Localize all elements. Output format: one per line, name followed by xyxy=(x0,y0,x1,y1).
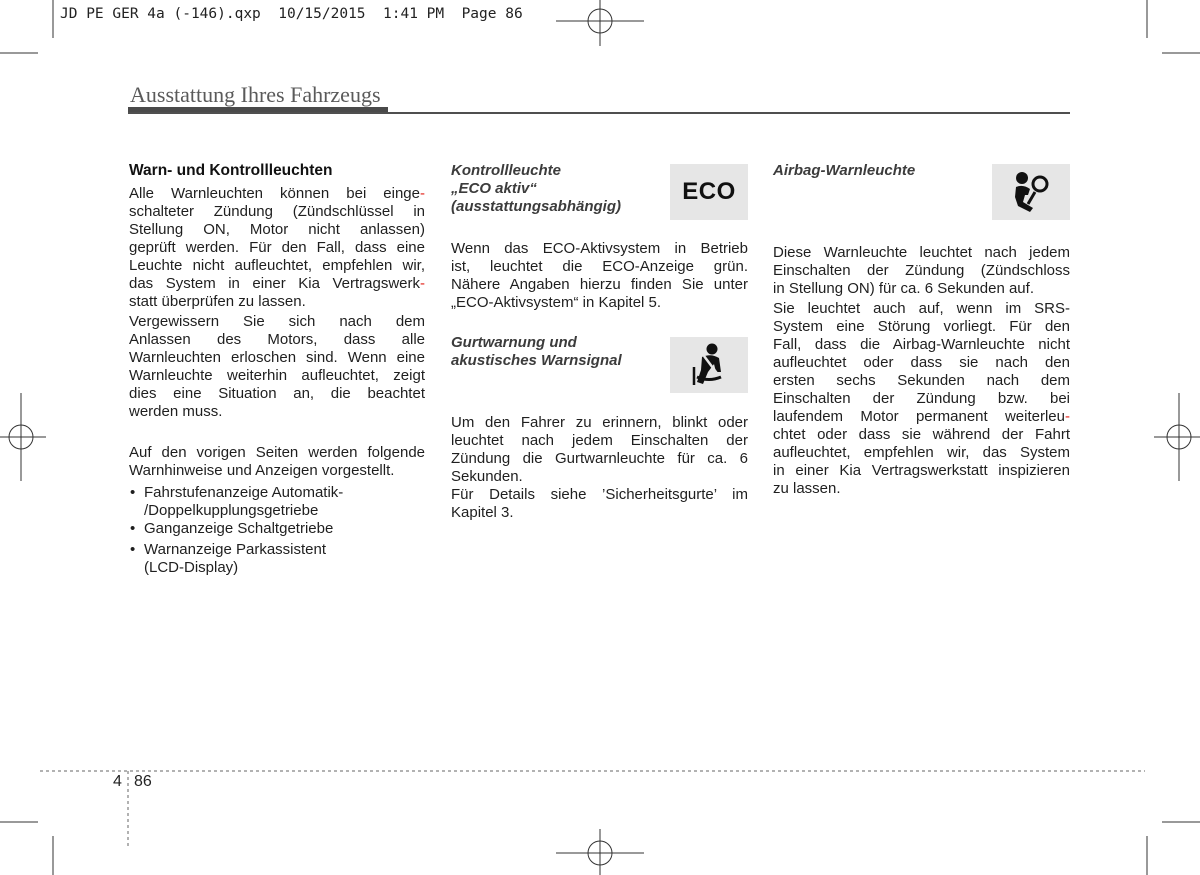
crop-mark-top-left xyxy=(0,0,53,53)
eco-icon-label: ECO xyxy=(682,178,736,205)
text-line: Nähere Angaben hierzu finden Sie unter xyxy=(451,276,748,293)
text-line: Zündung die Gurtwarnleuchte für ca. 6 xyxy=(451,450,748,467)
paragraph-airbag-1 xyxy=(773,244,1070,298)
text-line: Leuchte nicht aufleuchtet, empfehlen wir, xyxy=(129,257,425,274)
bullet-icon: • xyxy=(130,484,136,501)
text-line: Anlassen des Motors, dass alle xyxy=(129,331,425,348)
text-line: Sekunden. xyxy=(451,468,523,485)
text-line: Warnanzeige Parkassistent xyxy=(144,541,327,558)
heading-line: (ausstattungsabhängig) xyxy=(451,198,622,215)
text-line: dies eine Situation an, die beachtet xyxy=(129,385,425,402)
heading-line: Airbag-Warnleuchte xyxy=(773,162,916,179)
crop-mark-bottom-right xyxy=(1147,822,1200,875)
hyphen-mark: - xyxy=(420,275,425,292)
heading-seatbelt-warning xyxy=(451,334,661,370)
text-line: (LCD-Display) xyxy=(144,559,239,576)
text-line: Warnhinweise und Anzeigen vorgestellt. xyxy=(129,462,395,479)
seatbelt-warning-icon xyxy=(670,337,748,393)
text-line: Vergewissern Sie sich nach dem xyxy=(129,313,425,330)
registration-target-bottom xyxy=(556,829,644,875)
text-line: Für Details siehe ’Sicherheitsgurte’ im xyxy=(451,486,748,503)
text-line: Warnleuchten erloschen sind. Wenn eine xyxy=(129,349,425,366)
hyphen-mark: - xyxy=(420,185,425,202)
paragraph-airbag-2 xyxy=(773,300,1070,498)
seatbelt-icon xyxy=(670,337,748,393)
text-line: System eine Störung vorliegt. Für den xyxy=(773,318,1070,335)
page-number: 86 xyxy=(134,773,152,790)
paragraph-seatbelt-details xyxy=(451,486,748,522)
eco-indicator-icon xyxy=(670,164,748,220)
list-item xyxy=(129,541,425,577)
chapter-number: 4 xyxy=(113,773,122,790)
text-line: Fahrstufenanzeige Automatik- xyxy=(144,484,344,501)
text-line: Wenn das ECO-Aktivsystem in Betrieb xyxy=(451,240,748,257)
hyphen-mark: - xyxy=(1065,408,1070,425)
title-rule-thin xyxy=(128,112,1070,114)
heading-line: akustisches Warnsignal xyxy=(451,352,622,369)
text-line: zu lassen. xyxy=(773,480,841,497)
text-line: Einschalten der Zündung bzw. bei xyxy=(773,390,1070,407)
text-line: Stellung ON, Motor nicht anlassen) xyxy=(129,221,425,238)
paragraph-intro xyxy=(129,185,425,311)
text-line: /Doppelkupplungsgetriebe xyxy=(144,502,319,519)
heading-line: „ECO aktiv“ xyxy=(451,180,537,197)
text-line: Ganganzeige Schaltgetriebe xyxy=(144,520,334,537)
text-line: geprüft werden. Für den Fall, dass eine xyxy=(129,239,425,256)
text-line: statt überprüfen zu lassen. xyxy=(129,293,306,310)
heading-eco-indicator xyxy=(451,162,661,216)
heading-airbag-warning xyxy=(773,162,983,180)
text-line: Warnleuchte weiterhin aufleuchtet, zeigt xyxy=(129,367,425,384)
section-title: Ausstattung Ihres Fahrzeugs xyxy=(130,82,381,107)
text-line: Diese Warnleuchte leuchtet nach jedem xyxy=(773,244,1070,261)
text-line: ersten sechs Sekunden nach dem xyxy=(773,372,1070,389)
bullet-icon: • xyxy=(130,541,136,558)
text-line: „ECO-Aktivsystem“ in Kapitel 5. xyxy=(451,294,662,311)
registration-target-right xyxy=(1154,393,1200,481)
text-line: in einer Kia Vertragswerkstatt inspizieren xyxy=(773,462,1070,479)
text-line: leuchtet nach jedem Einschalten der xyxy=(451,432,748,449)
list-item xyxy=(129,484,425,520)
text-line: aufleuchtet oder dass sie nach den xyxy=(773,354,1070,371)
paragraph-seatbelt xyxy=(451,414,748,486)
registration-target-top xyxy=(556,0,644,46)
text-line: Alle Warnleuchten können bei einge- xyxy=(129,185,425,202)
text-line: laufendem Motor permanent weiterleu- xyxy=(773,408,1070,425)
heading-line: Kontrollleuchte xyxy=(451,162,562,179)
text-line: werden muss. xyxy=(129,403,223,420)
text-line: in Stellung ON) für ca. 6 Sekunden auf. xyxy=(773,280,1034,297)
crop-mark-bottom-left xyxy=(0,822,53,875)
text-line: aufleuchtet, empfehlen wir, das System xyxy=(773,444,1070,461)
text-line: Auf den vorigen Seiten werden folgende xyxy=(129,444,425,461)
text-line: Fall, dass die Airbag-Warnleuchte nicht xyxy=(773,336,1070,353)
text-line: chtet oder dass sie während der Fahrt xyxy=(773,426,1070,443)
paragraph-check xyxy=(129,313,425,421)
text-line: ist, leuchtet die ECO-Anzeige grün. xyxy=(451,258,748,275)
airbag-warning-icon xyxy=(992,164,1070,220)
text-line: Um den Fahrer zu erinnern, blinkt oder xyxy=(451,414,748,431)
paragraph-eco xyxy=(451,240,748,312)
heading-warning-lights: Warn- und Kontrollleuchten xyxy=(129,162,333,179)
registration-target-left xyxy=(0,393,46,481)
text-line: das System in einer Kia Vertragswerk- xyxy=(129,275,425,292)
airbag-icon xyxy=(992,164,1070,220)
bullet-icon: • xyxy=(130,520,136,537)
crop-mark-top-right xyxy=(1147,0,1200,53)
heading-line: Gurtwarnung und xyxy=(451,334,577,351)
list-item xyxy=(129,520,425,538)
text-line: schalteter Zündung (Zündschlüssel in xyxy=(129,203,425,220)
text-line: Sie leuchtet auch auf, wenn im SRS- xyxy=(773,300,1070,317)
text-line: Kapitel 3. xyxy=(451,504,514,521)
print-slug-header: JD PE GER 4a (-146).qxp 10/15/2015 1:41 PM Page 86 xyxy=(60,6,523,22)
text-line: Einschalten der Zündung (Zündschloss xyxy=(773,262,1070,279)
paragraph-previous-pages xyxy=(129,444,425,480)
